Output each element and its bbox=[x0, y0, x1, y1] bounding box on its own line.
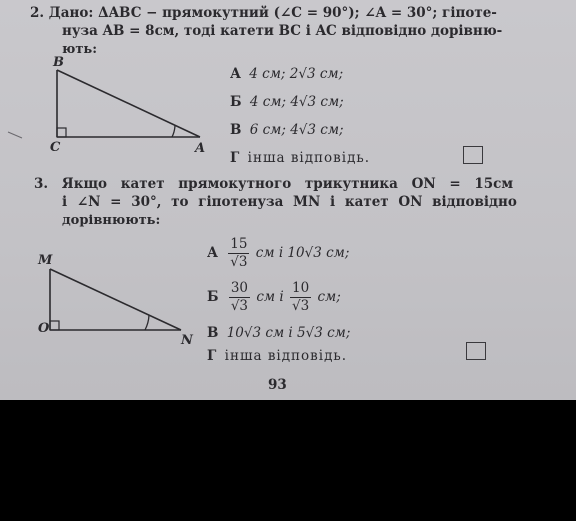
problem-2-line-2: нуза AB = 8см, тоді катети BC і AC відповідно дорівню- bbox=[62, 23, 503, 39]
option-v-text: 6 см; 4√3 см; bbox=[249, 122, 344, 138]
vertex-m-label: M bbox=[38, 253, 53, 268]
problem-3-option-a[interactable] bbox=[207, 236, 349, 271]
option-b-letter: Б bbox=[230, 94, 242, 110]
fraction-15-over-root3 bbox=[228, 236, 249, 271]
fraction-30-over-root3 bbox=[229, 280, 250, 315]
option-a-letter: А bbox=[207, 245, 218, 261]
option-g-text: інша відповідь. bbox=[224, 348, 348, 364]
problem-3-line-1: 3. Якщо катет прямокутного трикутника ON = 15см bbox=[34, 176, 514, 192]
vertex-c-label: C bbox=[50, 140, 61, 155]
problem-2-option-a[interactable] bbox=[230, 66, 343, 82]
problem-2-option-g[interactable] bbox=[230, 150, 370, 166]
option-b-rest: см; bbox=[317, 289, 341, 305]
option-v-letter: В bbox=[230, 122, 242, 138]
denominator: √3 bbox=[291, 298, 310, 314]
vertex-a-label: A bbox=[195, 141, 206, 156]
problem-2-option-v[interactable] bbox=[230, 122, 344, 138]
fraction-10-over-root3 bbox=[290, 280, 311, 315]
numerator: 30 bbox=[230, 280, 249, 296]
answer-checkbox-3[interactable] bbox=[466, 342, 486, 360]
problem-3-option-g[interactable] bbox=[207, 348, 347, 364]
vertex-b-label: B bbox=[53, 55, 64, 70]
option-g-letter: Г bbox=[207, 348, 217, 364]
option-g-letter: Г bbox=[230, 150, 240, 166]
problem-3-option-v[interactable] bbox=[207, 325, 350, 341]
option-a-text: 4 см; 2√3 см; bbox=[249, 66, 344, 82]
problem-2-line-3: ють: bbox=[62, 42, 98, 57]
vertex-n-label: N bbox=[181, 333, 193, 348]
numerator: 10 bbox=[292, 280, 310, 296]
problem-3-line-3: дорівнюють: bbox=[62, 213, 161, 228]
option-v-text: 10√3 см і 5√3 см; bbox=[226, 325, 351, 341]
problem-2-option-b[interactable] bbox=[230, 94, 344, 110]
option-v-letter: В bbox=[207, 325, 219, 341]
option-b-mid: см і bbox=[256, 289, 284, 305]
option-b-letter: Б bbox=[207, 289, 219, 305]
answer-checkbox-2[interactable] bbox=[463, 146, 483, 164]
problem-2-line-1: 2. Дано: ΔABC − прямокутний (∠C = 90°); ∠A = 30°; гіпоте- bbox=[30, 5, 497, 21]
vertex-o-label: O bbox=[38, 321, 50, 336]
option-a-rest: см і 10√3 см; bbox=[255, 245, 350, 261]
option-g-text: інша відповідь. bbox=[247, 150, 371, 166]
denominator: √3 bbox=[230, 254, 248, 270]
page-number: 93 bbox=[268, 377, 287, 393]
denominator: √3 bbox=[230, 298, 249, 314]
option-a-letter: А bbox=[230, 66, 241, 82]
problem-3-line-2: і ∠N = 30°, то гіпотенуза MN і катет ON відповідно bbox=[62, 194, 517, 210]
problem-3-option-b[interactable] bbox=[207, 280, 341, 315]
option-b-text: 4 см; 4√3 см; bbox=[249, 94, 344, 110]
numerator: 15 bbox=[230, 236, 248, 252]
